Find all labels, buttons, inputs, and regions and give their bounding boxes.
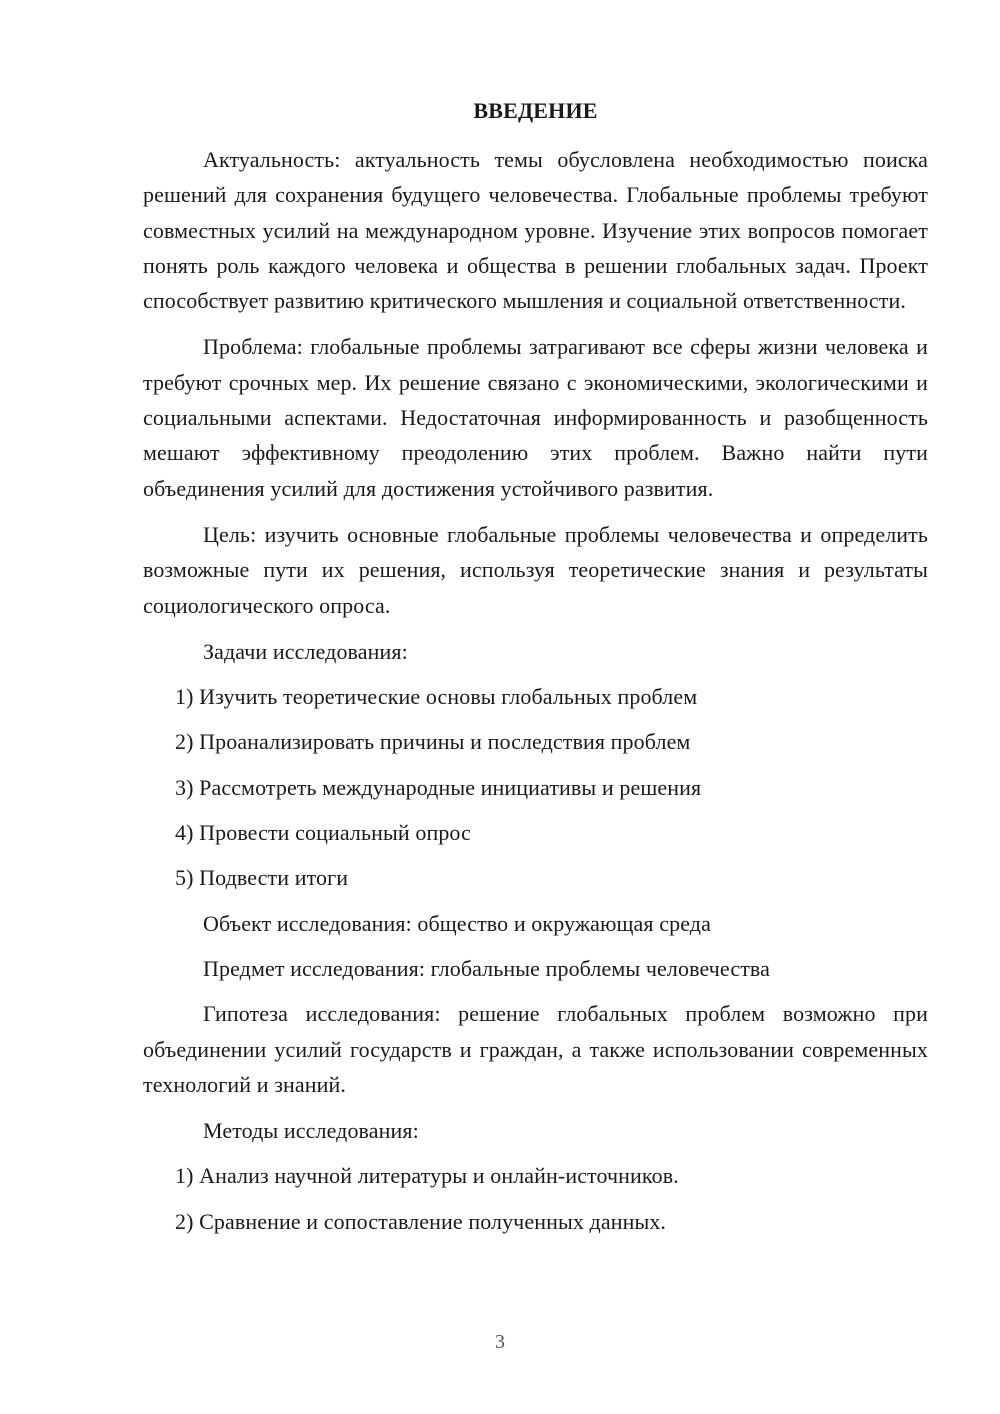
task-item-2: 2) Проанализировать причины и последствия проблем [175,729,691,755]
page-number: 3 [495,1331,505,1353]
research-subject: Предмет исследования: глобальные проблемы человечества [203,955,770,981]
task-item-3: 3) Рассмотреть международные инициативы и решения [175,774,702,800]
task-item-1: 1) Изучить теоретические основы глобальных проблем [175,684,698,710]
document-page [143,93,928,1249]
tasks-heading: Задачи исследования: [203,638,408,664]
task-item-5: 5) Подвести итоги [175,865,349,891]
methods-heading: Методы исследования: [203,1118,419,1144]
task-item-4: 4) Провести социальный опрос [175,820,471,846]
section-title: ВВЕДЕНИЕ [473,98,598,123]
relevance-paragraph: Актуальность: актуальность темы обусловлена необходимостью поиска решений для сохранения будущего человечества. Глобальные проблемы требуют совместных усилий на международном уровне. Изучение этих вопросов помогает понять роль каждого человека и общества в решении глобальных задач. Проект способствует развитию критического мышления и социальной ответственности. [143,147,928,314]
method-item-2: 2) Сравнение и сопоставление полученных данных. [175,1208,667,1234]
hypothesis-paragraph: Гипотеза исследования: решение глобальных проблем возможно при объединении усилий государств и граждан, а также использовании современных технологий и знаний. [143,1001,928,1097]
goal-paragraph: Цель: изучить основные глобальные проблемы человечества и определить возможные пути их решения, используя теоретические знания и результаты социологического опроса. [143,521,928,618]
research-object: Объект исследования: общество и окружающая среда [203,910,711,936]
problem-paragraph: Проблема: глобальные проблемы затрагивают все сферы жизни человека и требуют срочных мер. Их решение связано с экономическими, экологическими и социальными аспектами. Недостаточная информированность и разобщенность мешают эффективному преодолению этих проблем. Важно найти пути объединения усилий для достижения устойчивого развития. [143,334,928,501]
method-item-1: 1) Анализ научной литературы и онлайн-источников. [175,1163,679,1189]
